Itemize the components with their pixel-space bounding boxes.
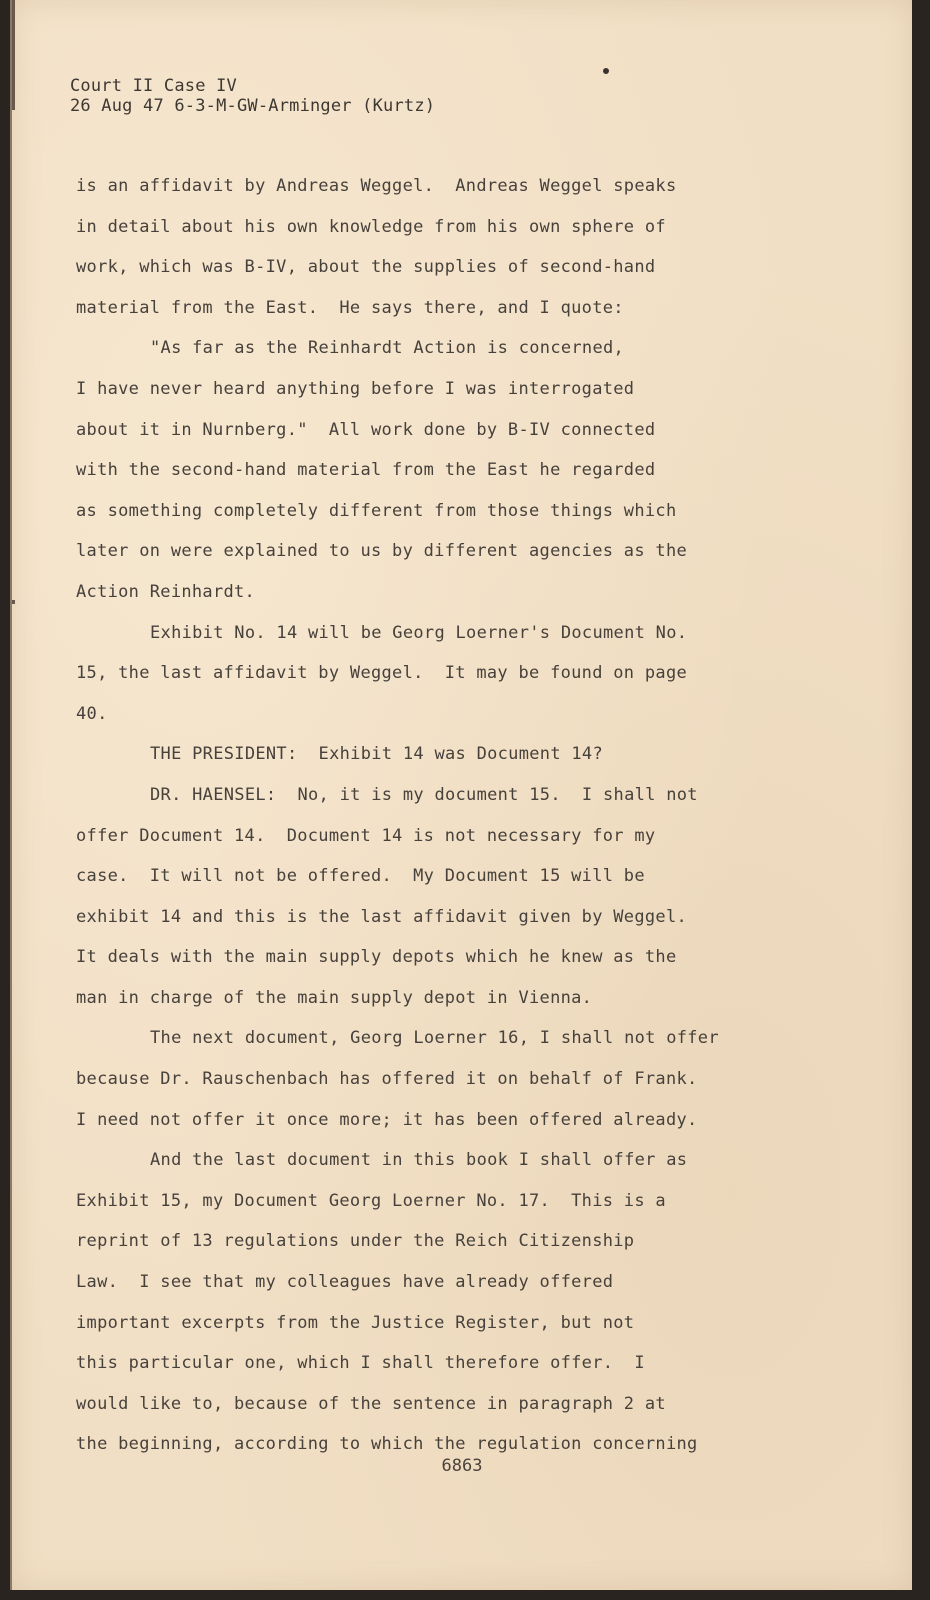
transcript-line: exhibit 14 and this is the last affidavit given by Weggel. (76, 906, 688, 927)
transcript-line: It deals with the main supply depots which he knew as the (76, 947, 677, 968)
transcript-line: THE PRESIDENT: Exhibit 14 was Document 14? (150, 744, 603, 765)
transcript-line: 40. (76, 703, 108, 724)
edge-shadow (12, 600, 15, 604)
transcript-line: work, which was B-IV, about the supplies of second-hand (76, 257, 656, 278)
transcript-line: Exhibit No. 14 will be Georg Loerner's Document No. (150, 622, 688, 643)
transcript-line: about it in Nurnberg." All work done by B-IV connected (76, 419, 656, 440)
transcript-line: important excerpts from the Justice Register, but not (76, 1312, 635, 1333)
transcript-line: Exhibit 15, my Document Georg Loerner No. 17. This is a (76, 1190, 666, 1211)
page-number: 6863 (441, 1456, 483, 1476)
transcript-line: 15, the last affidavit by Weggel. It may be found on page (76, 663, 688, 684)
transcript-line: DR. HAENSEL: No, it is my document 15. I shall not (150, 784, 698, 805)
transcript-line: "As far as the Reinhardt Action is concerned, (150, 338, 625, 359)
transcript-line: this particular one, which I shall therefore offer. I (76, 1353, 645, 1374)
transcript-line: reprint of 13 regulations under the Reich Citizenship (76, 1231, 635, 1252)
document-header (70, 76, 435, 116)
transcript-line: in detail about his own knowledge from his own sphere of (76, 216, 666, 237)
transcript-line: because Dr. Rauschenbach has offered it on behalf of Frank. (76, 1069, 698, 1090)
transcript-line: material from the East. He says there, and I quote: (76, 297, 624, 318)
transcript-body (76, 166, 856, 1465)
transcript-line: case. It will not be offered. My Document 15 will be (76, 866, 645, 887)
transcript-line: I need not offer it once more; it has been offered already. (76, 1109, 698, 1130)
document-page (10, 0, 912, 1590)
transcript-line: later on were explained to us by different agencies as the (76, 541, 688, 562)
transcript-line: I have never heard anything before I was interrogated (76, 378, 635, 399)
transcript-line: The next document, Georg Loerner 16, I shall not offer (150, 1028, 719, 1049)
transcript-line: offer Document 14. Document 14 is not necessary for my (76, 825, 656, 846)
transcript-line: is an affidavit by Andreas Weggel. Andreas Weggel speaks (76, 176, 677, 196)
transcript-line: would like to, because of the sentence in paragraph 2 at (76, 1393, 666, 1414)
transcript-line: Action Reinhardt. (76, 581, 256, 602)
ink-speck (603, 68, 609, 74)
transcript-line: And the last document in this book I shall offer as (150, 1150, 688, 1171)
transcript-line: with the second-hand material from the East he regarded (76, 460, 656, 481)
header-court-case: Court II Case IV (70, 76, 237, 96)
transcript-line: as something completely different from those things which (76, 500, 677, 521)
transcript-line: man in charge of the main supply depot in Vienna. (76, 987, 593, 1008)
transcript-line: Law. I see that my colleagues have already offered (76, 1272, 614, 1293)
transcript-line: the beginning, according to which the regulation concerning (76, 1434, 698, 1455)
header-date-reference: 26 Aug 47 6-3-M-GW-Arminger (Kurtz) (70, 96, 436, 116)
edge-shadow (12, 0, 15, 110)
